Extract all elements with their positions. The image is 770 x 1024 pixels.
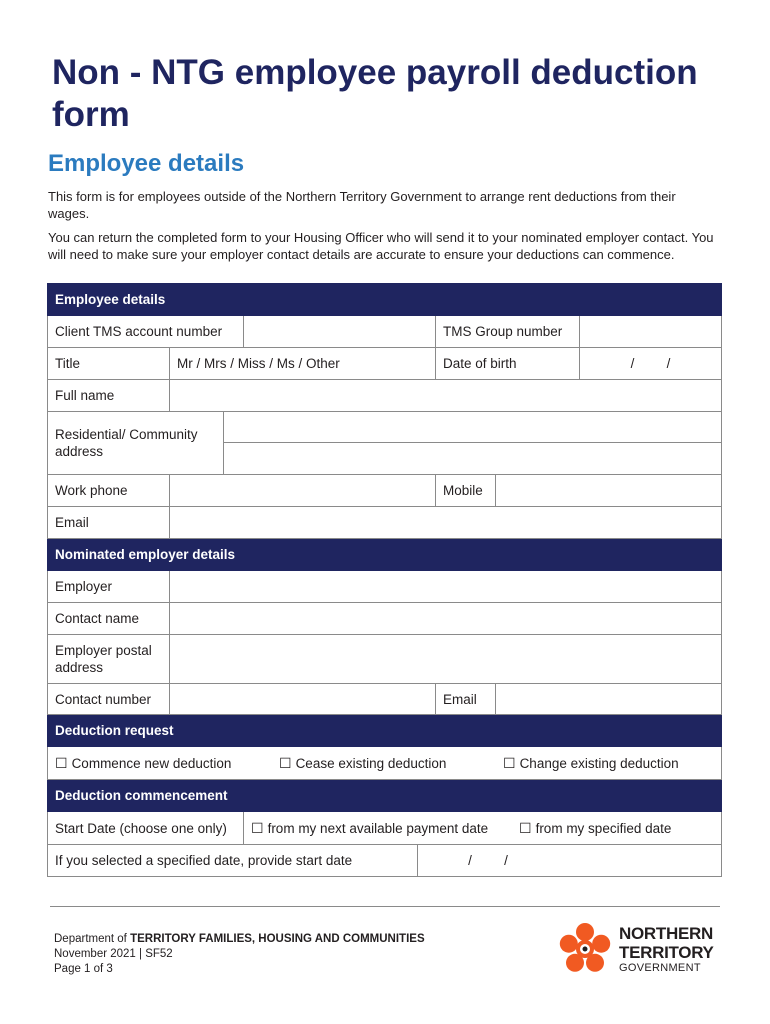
next-payment-date-option[interactable] (251, 820, 519, 837)
contact-name-label: Contact name (48, 603, 170, 635)
employer-email-label: Email (436, 684, 496, 715)
option-label: from my next available payment date (267, 820, 489, 836)
cease-existing-deduction-option[interactable] (279, 755, 503, 772)
address-input-line-2[interactable] (224, 443, 722, 475)
page-title: Non - NTG employee payroll deduction form (52, 53, 698, 134)
dob-input[interactable] (580, 348, 722, 380)
deduction-commencement-header: Deduction commencement (48, 780, 722, 812)
deduction-request-header: Deduction request (48, 715, 722, 747)
intro-paragraph-1: This form is for employees outside of the Northern Territory Government to arrange rent deductions from their wages. (48, 189, 676, 221)
logo-line-1: NORTHERN (619, 924, 713, 943)
date-slash: / (630, 356, 635, 371)
option-label: Cease existing deduction (295, 755, 447, 771)
mobile-input[interactable] (496, 475, 722, 507)
footer-divider (50, 906, 720, 907)
change-existing-deduction-option[interactable] (503, 755, 679, 772)
checkbox-icon: ☐ (279, 754, 292, 771)
date-slash: / (504, 853, 508, 868)
payroll-form-table (47, 283, 722, 877)
address-label: Residential/ Community address (48, 412, 224, 475)
page-number: Page 1 of 3 (54, 963, 113, 975)
checkbox-icon: ☐ (519, 819, 532, 836)
employee-details-header: Employee details (48, 284, 722, 316)
date-code: November 2021 | SF52 (54, 948, 173, 960)
commence-new-deduction-option[interactable] (55, 755, 279, 772)
specified-date-option[interactable] (519, 820, 671, 837)
client-tms-input[interactable] (244, 316, 436, 348)
specified-date-label: If you selected a specified date, provide start date (48, 845, 418, 877)
work-phone-input[interactable] (170, 475, 436, 507)
logo-line-3: GOVERNMENT (619, 962, 701, 974)
checkbox-icon: ☐ (55, 754, 68, 771)
employer-email-input[interactable] (496, 684, 722, 715)
employer-input[interactable] (170, 571, 722, 603)
employer-details-header: Nominated employer details (48, 539, 722, 571)
checkbox-icon: ☐ (503, 754, 516, 771)
section-title: Employee details (48, 150, 245, 177)
date-slash: / (468, 853, 472, 868)
footer-info (54, 932, 425, 977)
mobile-label: Mobile (436, 475, 496, 507)
employer-label: Employer (48, 571, 170, 603)
client-tms-label: Client TMS account number (48, 316, 244, 348)
tms-group-label: TMS Group number (436, 316, 580, 348)
intro-paragraph-2: You can return the completed form to your Housing Officer who will send it to your nominated employer contact. You will need to make sure your employer contact details are accurate to ensure your deductions can commence. (48, 230, 714, 262)
option-label: Change existing deduction (519, 755, 679, 771)
dept-prefix: Department of (54, 933, 127, 945)
full-name-label: Full name (48, 380, 170, 412)
flower-icon (560, 923, 610, 972)
title-label: Title (48, 348, 170, 380)
specified-date-input[interactable] (418, 845, 722, 877)
email-input[interactable] (170, 507, 722, 539)
logo-wordmark (619, 924, 723, 974)
option-label: from my specified date (535, 820, 672, 836)
date-slash: / (666, 356, 671, 371)
option-label: Commence new deduction (71, 755, 232, 771)
contact-number-input[interactable] (170, 684, 436, 715)
tms-group-input[interactable] (580, 316, 722, 348)
dob-label: Date of birth (436, 348, 580, 380)
dept-name: TERRITORY FAMILIES, HOUSING AND COMMUNITIES (130, 933, 425, 945)
logo-line-2: TERRITORY (619, 943, 714, 962)
employer-postal-address-input[interactable] (170, 635, 722, 684)
title-options[interactable]: Mr / Mrs / Miss / Ms / Other (170, 348, 436, 380)
address-input-line-1[interactable] (224, 412, 722, 443)
work-phone-label: Work phone (48, 475, 170, 507)
contact-number-label: Contact number (48, 684, 170, 715)
employer-postal-address-label: Employer postal address (48, 635, 170, 684)
contact-name-input[interactable] (170, 603, 722, 635)
start-date-label: Start Date (choose one only) (48, 812, 244, 845)
email-label: Email (48, 507, 170, 539)
checkbox-icon: ☐ (251, 819, 264, 836)
full-name-input[interactable] (170, 380, 722, 412)
